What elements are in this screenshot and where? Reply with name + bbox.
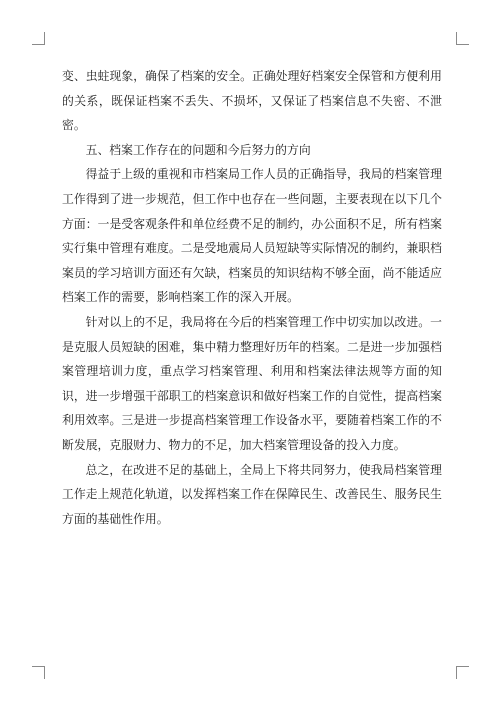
paragraph-conclusion: 总之，在改进不足的基础上，全局上下将共同努力，使我局档案管理工作走上规范化轨道，以发挥档案工作在保障民生、改善民生、服务民生方面的基础性作用。: [62, 462, 442, 526]
page-corner-mark-top-right: [456, 32, 469, 45]
page-corner-mark-bottom-right: [456, 666, 469, 679]
section-heading: 五、档案工作存在的问题和今后努力的方向: [85, 142, 311, 157]
page-corner-mark-top-left: [32, 32, 45, 45]
page-corner-mark-bottom-left: [32, 666, 45, 679]
document-body: [62, 64, 442, 531]
paragraph-improvements: 针对以上的不足，我局将在今后的档案管理工作中切实加以改进。一是克服人员短缺的困难，集中精力整理好历年的档案。二是进一步加强档案管理培训力度，重点学习档案管理、利用和档案法律法规等方面的知识，进一步增强干部职工的档案意识和做好档案工作的自觉性，提高档案利用效率。三是进一步提高档案管理工作设备水平，要随着档案工作的不断发展，克服财力、物力的不足，加大档案管理设备的投入力度。: [62, 314, 442, 452]
paragraph-continuation: 变、虫蛀现象，确保了档案的安全。正确处理好档案安全保管和方便利用的关系，既保证档案不丢失、不损坏，又保证了档案信息不失密、不泄密。: [62, 69, 442, 133]
paragraph-problems: 得益于上级的重视和市档案局工作人员的正确指导，我局的档案管理工作得到了进一步规范，但工作中也存在一些问题，主要表现在以下几个方面：一是受客观条件和单位经费不足的制约，办公面积不足，所有档案实行集中管理有难度。二是受地震局人员短缺等实际情况的制约，兼职档案员的学习培训方面还有欠缺，档案员的知识结构不够全面，尚不能适应档案工作的需要，影响档案工作的深入开展。: [62, 167, 442, 305]
